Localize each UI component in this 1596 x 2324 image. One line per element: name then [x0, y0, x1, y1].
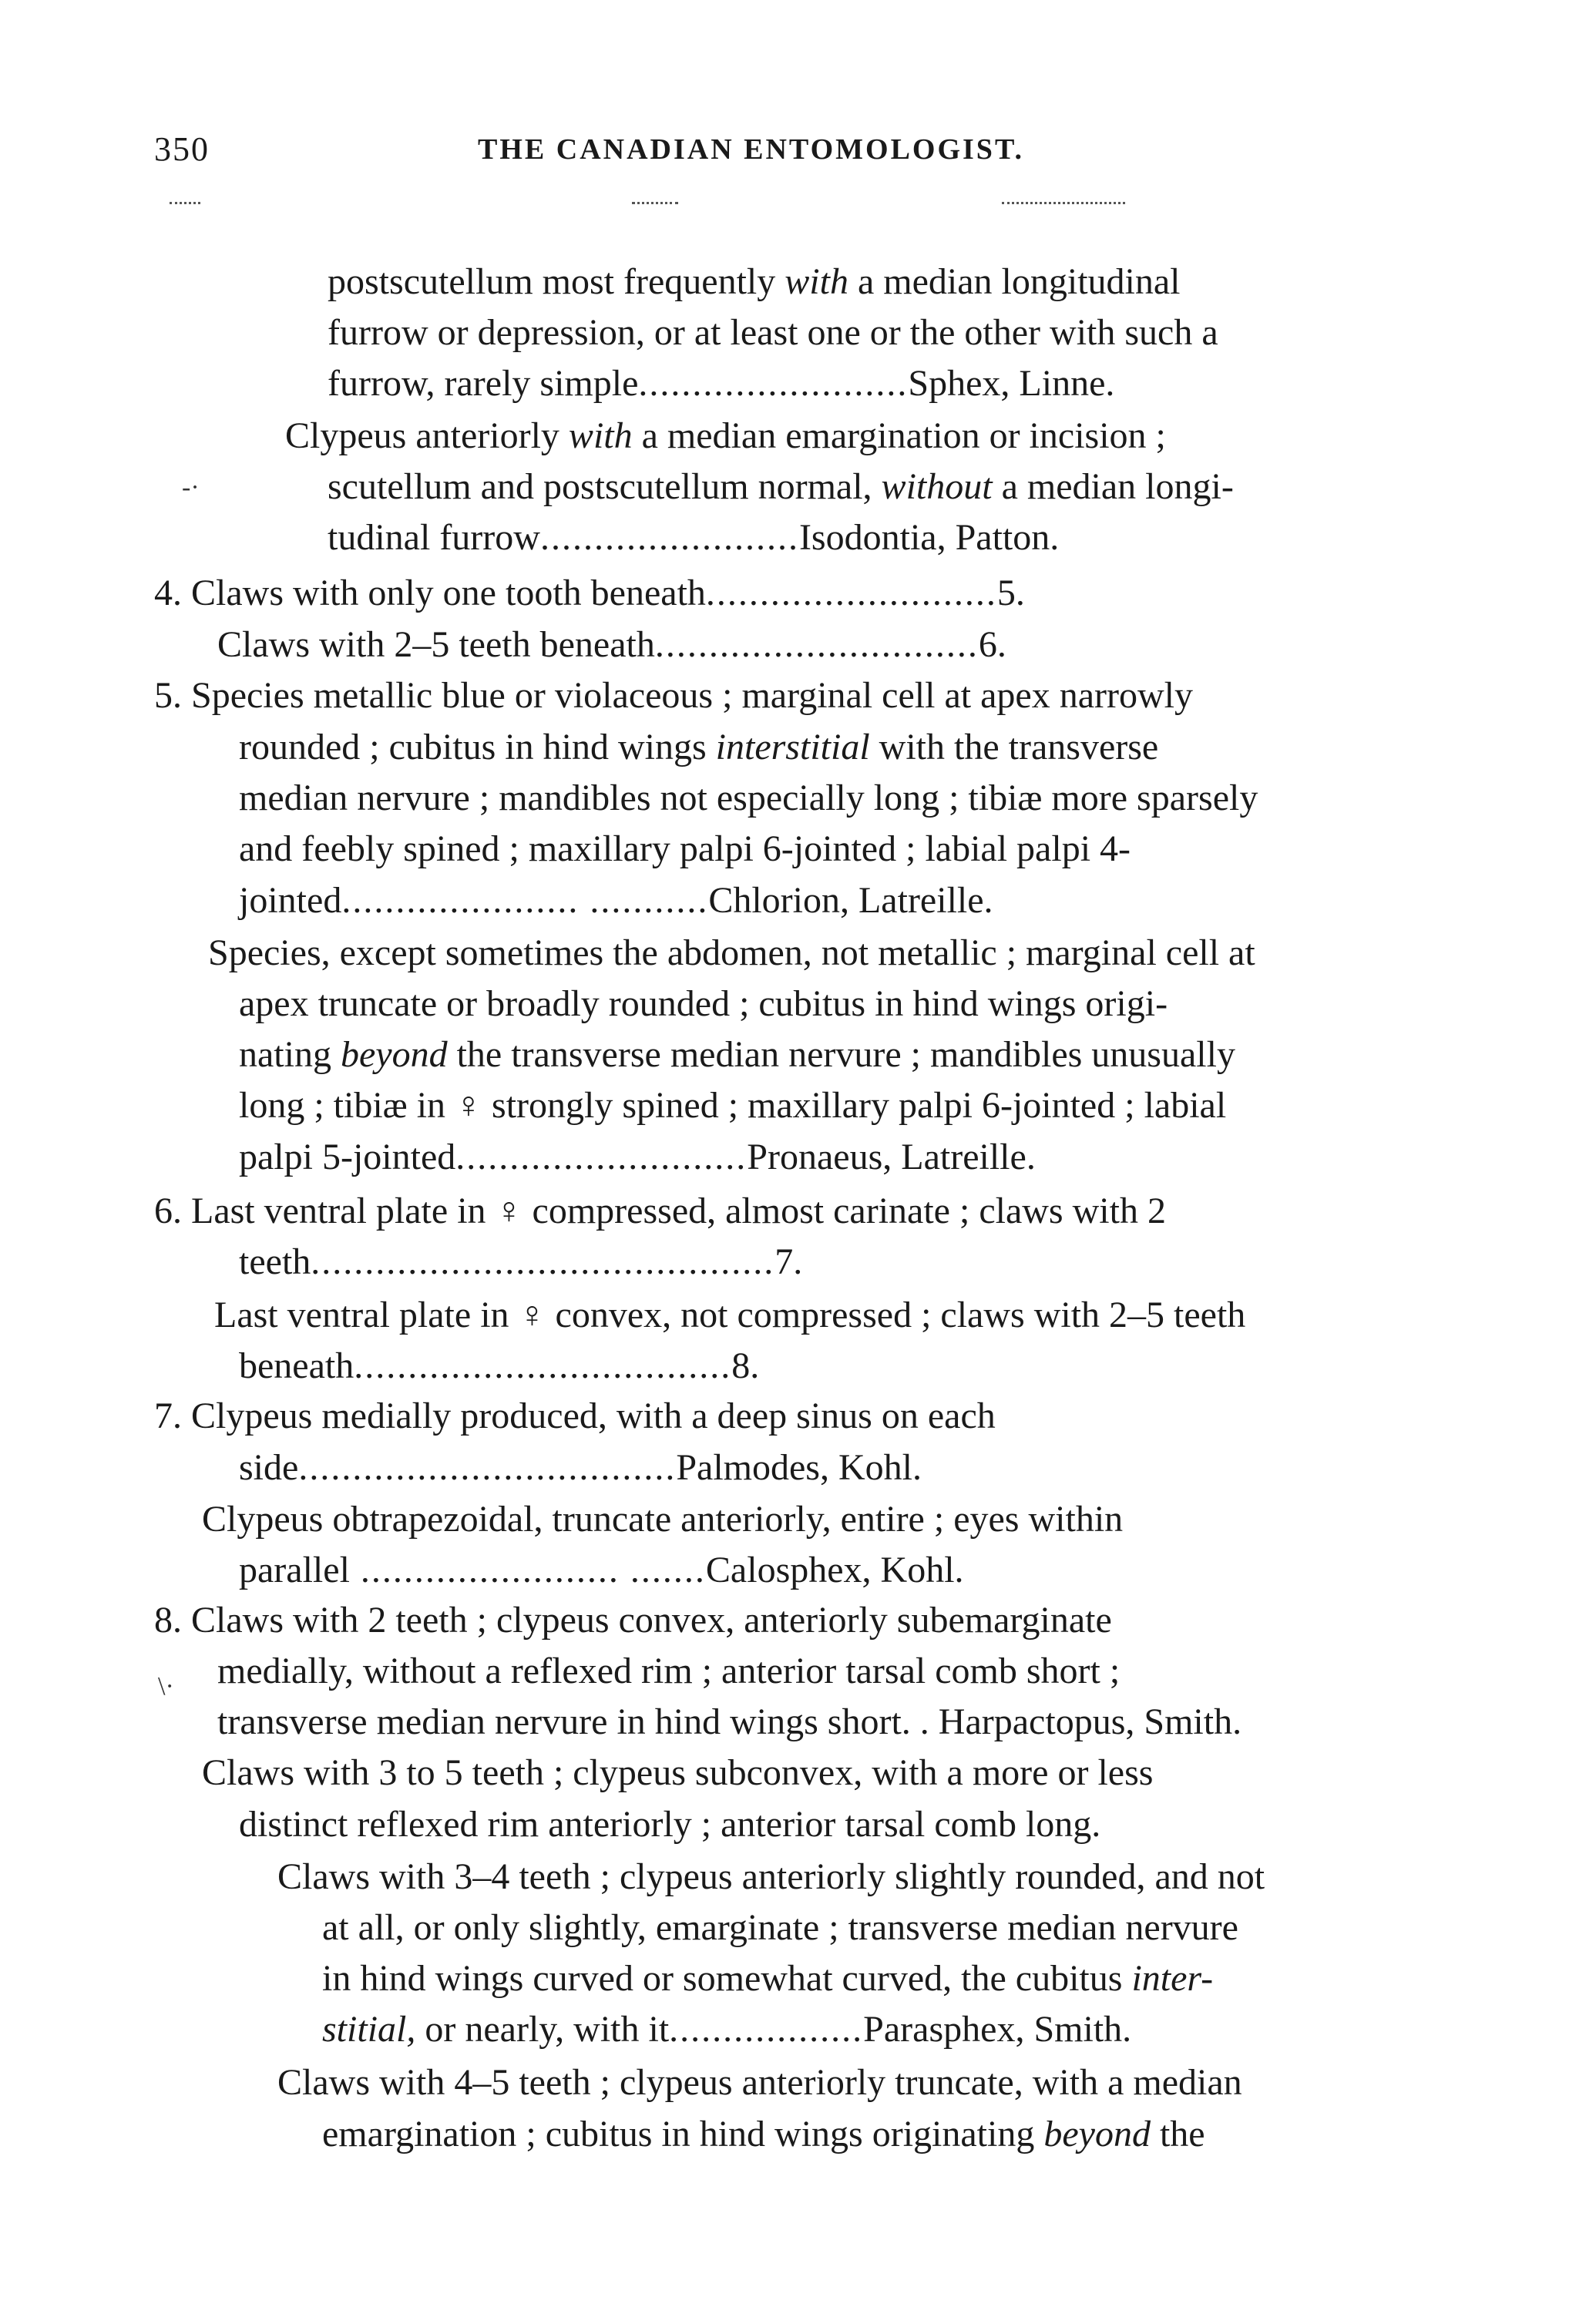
text-run: 7.	[774, 1241, 803, 1282]
text-run: Chlorion, Latreille.	[708, 880, 993, 921]
text-run: the transverse median nervure ; mandibles unusually	[447, 1034, 1235, 1075]
header-rule-mid	[632, 202, 678, 204]
text-run: palpi 5-jointed	[239, 1137, 456, 1177]
margin-mark: -·	[182, 473, 200, 502]
text-run: the	[1150, 2114, 1205, 2154]
text-line	[277, 2058, 1441, 2107]
text-run: apex truncate or broadly rounded ; cubitus in hind wings origi-	[239, 983, 1168, 1024]
italic-text: inter-	[1131, 1958, 1214, 1999]
text-run: 5. Species metallic blue or violaceous ; marginal cell at apex narrowly	[154, 675, 1193, 716]
text-run: 6. Last ventral plate in ♀ compressed, almost carinate ; claws with 2	[154, 1191, 1166, 1231]
text-run: 4. Claws with only one tooth beneath	[154, 573, 706, 613]
italic-text: with	[785, 261, 848, 302]
text-line	[239, 1133, 1441, 1182]
text-line	[328, 359, 1441, 408]
text-run: 6.	[978, 624, 1006, 665]
leader-dots: ...................... ...........	[341, 880, 709, 921]
text-run: Claws with 3 to 5 teeth ; clypeus subconvex, with a more or less	[202, 1752, 1154, 1793]
text-line	[328, 513, 1441, 563]
text-run: teeth	[239, 1241, 311, 1282]
text-run: or nearly, with it	[415, 2009, 670, 2050]
italic-text: stitial,	[322, 2009, 416, 2050]
leader-dots: ...........................................	[311, 1241, 775, 1282]
text-run: 5.	[996, 573, 1025, 613]
text-line	[154, 1596, 1441, 1645]
text-line	[239, 723, 1441, 772]
text-run: and feebly spined ; maxillary palpi 6-jointed ; labial palpi 4-	[239, 828, 1131, 869]
text-run: medially, without a reflexed rim ; anterior tarsal comb short ;	[217, 1651, 1121, 1691]
text-run: Claws with 3–4 teeth ; clypeus anteriorly slightly rounded, and not	[277, 1856, 1265, 1897]
leader-dots: ..................	[669, 2009, 864, 2050]
text-run: a median longitudinal	[848, 261, 1181, 302]
text-line	[154, 1392, 1441, 1441]
text-run: Calosphex, Kohl.	[705, 1550, 964, 1590]
text-line	[322, 2005, 1441, 2054]
text-line	[202, 1748, 1441, 1798]
text-line	[239, 1800, 1441, 1849]
text-run: Isodontia, Patton.	[798, 517, 1060, 558]
leader-dots: ........................	[539, 517, 799, 558]
text-line	[322, 2110, 1441, 2159]
text-run: a median emargination or incision ;	[632, 415, 1166, 456]
text-run: postscutellum most frequently	[328, 261, 785, 302]
italic-text: interstitial	[715, 727, 870, 767]
text-line	[202, 1495, 1441, 1544]
text-line	[214, 1291, 1441, 1340]
text-line	[154, 569, 1441, 618]
text-line	[239, 1030, 1441, 1080]
text-line	[322, 1903, 1441, 1953]
leader-dots: .........................	[638, 363, 909, 404]
text-run: Species, except sometimes the abdomen, not metallic ; marginal cell at	[208, 932, 1255, 973]
text-run: tudinal furrow	[328, 517, 540, 558]
text-run: 8. Claws with 2 teeth ; clypeus convex, anteriorly subemarginate	[154, 1600, 1112, 1641]
text-run: Parasphex, Smith.	[863, 2009, 1132, 2050]
text-run: transverse median nervure in hind wings short. . Harpactopus, Smith.	[217, 1701, 1242, 1742]
text-run: Last ventral plate in ♀ convex, not compressed ; claws with 2–5 teeth	[214, 1295, 1246, 1335]
text-line	[239, 979, 1441, 1029]
text-line	[239, 1238, 1441, 1287]
text-line	[239, 1546, 1441, 1595]
italic-text: with	[568, 415, 633, 456]
text-run: with the transverse	[869, 727, 1159, 767]
text-run: parallel	[239, 1550, 350, 1590]
text-run: Sphex, Linne.	[908, 363, 1115, 404]
text-run: nating	[239, 1034, 341, 1075]
leader-dots: ...........................	[705, 573, 997, 613]
text-line	[217, 620, 1441, 670]
italic-text: beyond	[340, 1034, 448, 1075]
text-line	[239, 876, 1441, 925]
italic-text: beyond	[1043, 2114, 1151, 2154]
header-rule-left	[170, 202, 200, 204]
text-line	[217, 1647, 1441, 1696]
page-header	[154, 129, 1449, 176]
text-line	[239, 1443, 1441, 1493]
text-run: a median longi-	[992, 466, 1234, 507]
text-run: 8.	[731, 1345, 760, 1386]
text-run: Clypeus obtrapezoidal, truncate anteriorly, entire ; eyes within	[202, 1499, 1124, 1540]
text-run: Claws with 2–5 teeth beneath	[217, 624, 655, 665]
text-run: 7. Clypeus medially produced, with a deep sinus on each	[154, 1395, 996, 1436]
text-run: distinct reflexed rim anteriorly ; anterior tarsal comb long.	[239, 1804, 1101, 1845]
header-rule-right	[1002, 202, 1125, 204]
text-run: furrow or depression, or at least one or the other with such a	[328, 312, 1218, 353]
text-run: side	[239, 1447, 299, 1488]
italic-text: without	[881, 466, 993, 507]
page-number: 350	[154, 130, 210, 168]
text-run: at all, or only slightly, emarginate ; transverse median nervure	[322, 1907, 1238, 1948]
leader-dots: ..............................	[654, 624, 979, 665]
text-line	[239, 774, 1441, 823]
text-run: Clypeus anteriorly	[285, 415, 569, 456]
text-line	[328, 308, 1441, 358]
text-run: median nervure ; mandibles not especially long ; tibiæ more sparsely	[239, 777, 1258, 818]
text-run: rounded ; cubitus in hind wings	[239, 727, 716, 767]
text-line	[154, 1187, 1441, 1236]
text-line	[239, 1342, 1441, 1391]
leader-dots: ........................ .......	[349, 1550, 706, 1590]
leader-dots: ...........................	[455, 1137, 748, 1177]
text-line	[277, 1852, 1441, 1902]
leader-dots: ...................................	[354, 1345, 732, 1386]
text-line	[328, 462, 1441, 512]
text-line	[239, 1081, 1441, 1130]
text-run: furrow, rarely simple	[328, 363, 639, 404]
text-line	[217, 1698, 1441, 1747]
text-run: emargination ; cubitus in hind wings originating	[322, 2114, 1044, 2154]
text-run: beneath	[239, 1345, 354, 1386]
leader-dots: ...................................	[298, 1447, 677, 1488]
text-line	[285, 411, 1441, 461]
text-line	[322, 1954, 1441, 2003]
text-run: long ; tibiæ in ♀ strongly spined ; maxillary palpi 6-jointed ; labial	[239, 1085, 1227, 1126]
text-line	[154, 671, 1441, 720]
margin-mark: \·	[158, 1672, 174, 1701]
text-run: Pronaeus, Latreille.	[747, 1137, 1036, 1177]
text-run: jointed	[239, 880, 342, 921]
text-line	[208, 929, 1441, 978]
text-run: Claws with 4–5 teeth ; clypeus anteriorly truncate, with a median	[277, 2062, 1242, 2103]
text-line	[328, 257, 1441, 307]
text-line	[239, 824, 1441, 874]
running-head: THE CANADIAN ENTOMOLOGIST.	[478, 133, 1024, 166]
text-run: Palmodes, Kohl.	[676, 1447, 922, 1488]
text-run: scutellum and postscutellum normal,	[328, 466, 882, 507]
text-run: in hind wings curved or somewhat curved, the cubitus	[322, 1958, 1132, 1999]
